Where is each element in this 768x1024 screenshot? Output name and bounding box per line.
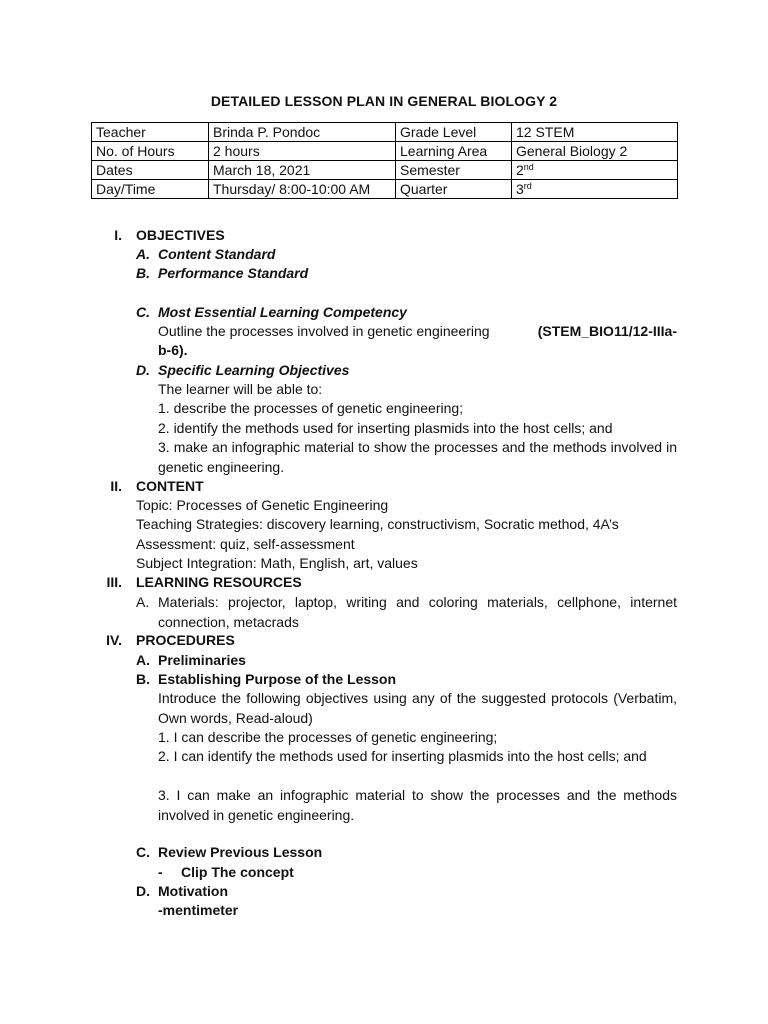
table-row <box>92 123 678 142</box>
subsection-letter: A. <box>136 246 150 262</box>
list-item: 3. make an infographic material to show the processes and the methods involved in genetic engineering. <box>158 439 677 475</box>
content-strategies: Teaching Strategies: discovery learning, constructivism, Socratic method, 4A’s <box>136 516 619 532</box>
procedure-b <box>136 670 397 690</box>
objective-c <box>136 303 407 323</box>
table-cell: Learning Area <box>396 142 512 161</box>
section-heading: OBJECTIVES <box>136 227 225 243</box>
section-heading: PROCEDURES <box>136 632 235 648</box>
section-heading: LEARNING RESOURCES <box>136 574 302 590</box>
subsection-label: Most Essential Learning Competency <box>158 304 407 320</box>
subsection-label: Performance Standard <box>158 265 309 281</box>
section-numeral: II. <box>110 478 122 494</box>
subsection-letter: B. <box>136 265 150 281</box>
table-row <box>92 142 678 161</box>
competency-text: Outline the processes involved in genetic engineering <box>158 323 490 339</box>
list-item: 2. I can identify the methods used for inserting plasmids into the host cells; and <box>158 748 647 764</box>
lesson-info-table <box>91 122 678 199</box>
subsection-letter: A. <box>136 594 150 610</box>
ordinal-suffix: rd <box>523 181 532 191</box>
subsection-label: Preliminaries <box>158 652 246 668</box>
procedure-d-sub: -mentimeter <box>158 902 239 918</box>
objective-d <box>136 361 350 381</box>
subsection-letter: C. <box>136 844 150 860</box>
table-cell: 2 hours <box>209 142 396 161</box>
table-cell: Thursday/ 8:00-10:00 AM <box>209 180 396 199</box>
content-topic: Topic: Processes of Genetic Engineering <box>136 497 389 513</box>
objective-a <box>136 245 276 265</box>
semester-value: 2 <box>516 162 524 178</box>
competency-line-1 <box>158 322 677 342</box>
ordinal-suffix: nd <box>523 162 534 172</box>
table-cell: No. of Hours <box>92 142 209 161</box>
subsection-label: Specific Learning Objectives <box>158 362 350 378</box>
sub-item-label: Clip The concept <box>181 864 294 880</box>
list-item: 1. I can describe the processes of genetic engineering; <box>158 729 498 745</box>
table-row <box>92 161 678 180</box>
table-cell <box>512 180 678 199</box>
objective-b <box>136 264 309 284</box>
subsection-label: Review Previous Lesson <box>158 844 323 860</box>
subsection-letter: D. <box>136 362 150 378</box>
list-item: 2. identify the methods used for inserting plasmids into the host cells; and <box>158 420 613 436</box>
procedure-a <box>136 651 246 671</box>
table-cell: Teacher <box>92 123 209 142</box>
subsection-label: Content Standard <box>158 246 276 262</box>
subsection-letter: C. <box>136 304 150 320</box>
competency-code: (STEM_BIO11/12-IIIa- <box>537 323 677 339</box>
document-title: DETAILED LESSON PLAN IN GENERAL BIOLOGY 2 <box>210 93 558 109</box>
table-cell: Dates <box>92 161 209 180</box>
procedure-intro: Introduce the following objectives using any of the suggested protocols (Verbatim, Own words, Read-aloud) <box>158 690 677 726</box>
table-row <box>92 180 678 199</box>
content-assessment: Assessment: quiz, self-assessment <box>136 536 355 552</box>
resources-materials: Materials: projector, laptop, writing and coloring materials, cellphone, internet connection, metacrads <box>158 594 677 630</box>
table-cell: March 18, 2021 <box>209 161 396 180</box>
section-numeral: IV. <box>106 632 122 648</box>
objectives-intro: The learner will be able to: <box>158 381 323 397</box>
procedure-c-sub <box>158 863 294 883</box>
table-cell: Brinda P. Pondoc <box>209 123 396 142</box>
table-cell: General Biology 2 <box>512 142 678 161</box>
table-cell <box>512 161 678 180</box>
section-numeral: I. <box>114 227 122 243</box>
content-integration: Subject Integration: Math, English, art, values <box>136 555 418 571</box>
section-heading: CONTENT <box>136 478 204 494</box>
table-cell: 12 STEM <box>512 123 678 142</box>
list-item: 1. describe the processes of genetic engineering; <box>158 400 464 416</box>
section-numeral: III. <box>106 574 122 590</box>
table-cell: Quarter <box>396 180 512 199</box>
quarter-value: 3 <box>516 181 524 197</box>
bullet-dash: - <box>158 864 163 880</box>
competency-code-continued: b-6). <box>158 342 188 358</box>
table-cell: Semester <box>396 161 512 180</box>
subsection-letter: D. <box>136 883 150 899</box>
table-cell: Grade Level <box>396 123 512 142</box>
procedure-d <box>136 882 228 902</box>
procedure-c <box>136 843 323 863</box>
subsection-label: Motivation <box>158 883 228 899</box>
subsection-letter: B. <box>136 671 150 687</box>
subsection-letter: A. <box>136 652 150 668</box>
table-cell: Day/Time <box>92 180 209 199</box>
subsection-label: Establishing Purpose of the Lesson <box>158 671 397 687</box>
list-item: 3. I can make an infographic material to show the processes and the methods involved in genetic engineering. <box>158 787 677 823</box>
